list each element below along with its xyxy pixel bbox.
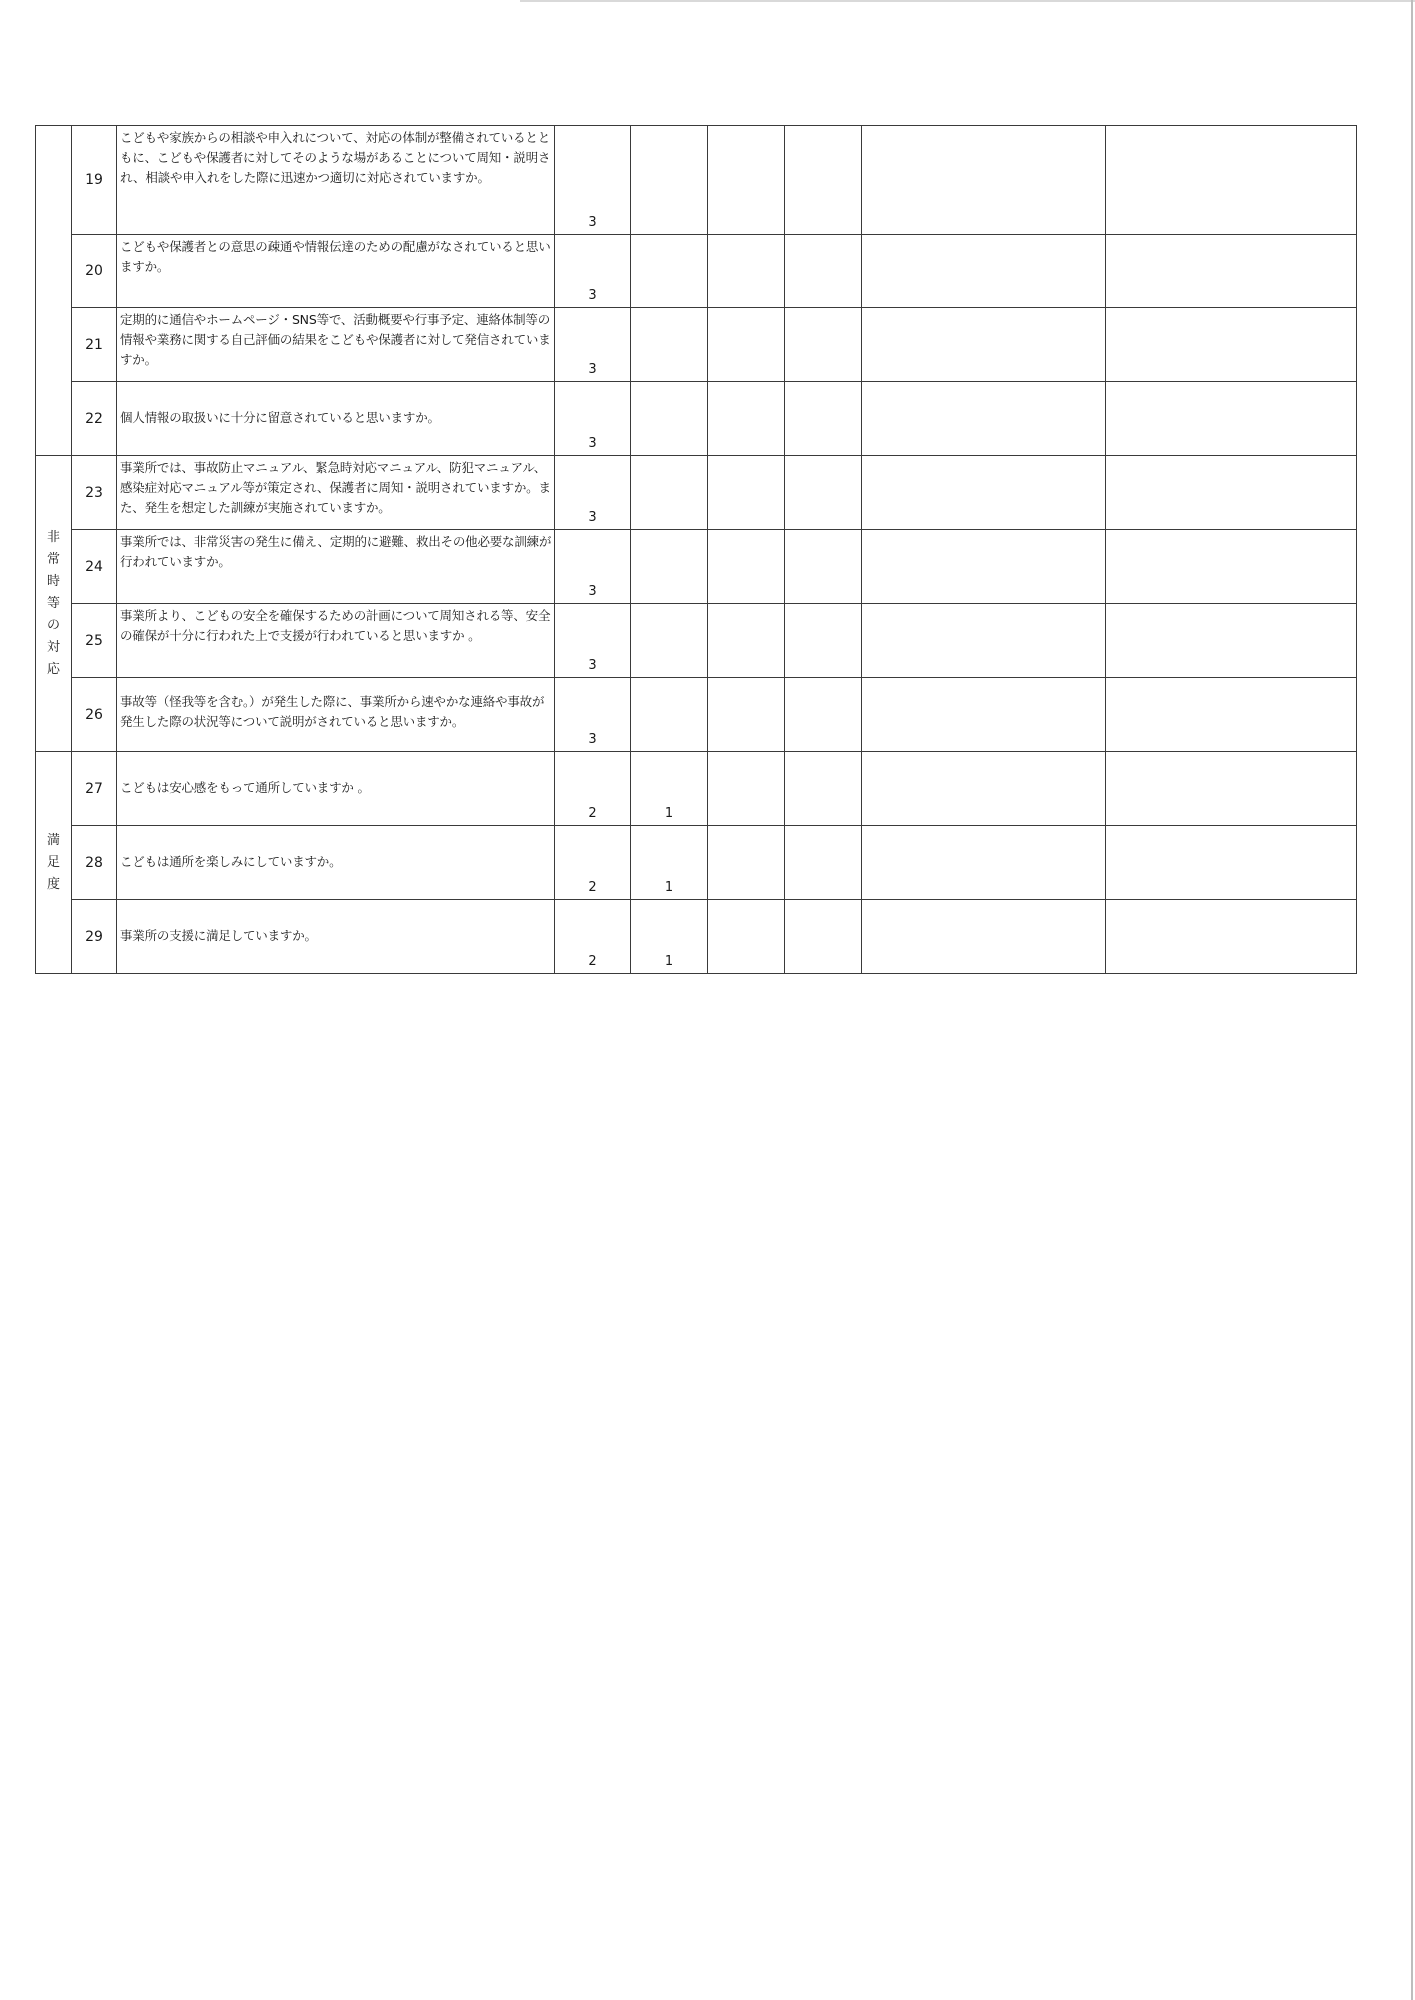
row-number: 25 xyxy=(72,604,117,678)
count-unknown xyxy=(785,382,862,456)
response-cell xyxy=(1106,308,1357,382)
count-yes: 2 xyxy=(555,900,631,974)
question-text: 事業所の支援に満足していますか。 xyxy=(117,900,555,974)
count-unknown xyxy=(785,235,862,308)
comment-cell xyxy=(862,456,1106,530)
table-row xyxy=(36,308,1357,382)
row-number: 28 xyxy=(72,826,117,900)
row-number: 29 xyxy=(72,900,117,974)
count-unknown xyxy=(785,530,862,604)
count-yes: 3 xyxy=(555,456,631,530)
table-row xyxy=(36,752,1357,826)
response-cell xyxy=(1106,678,1357,752)
table-row xyxy=(36,126,1357,235)
count-neutral xyxy=(631,456,708,530)
count-unknown xyxy=(785,826,862,900)
count-no xyxy=(708,235,785,308)
category-satisfaction: 満 足 度 xyxy=(36,752,72,974)
question-text: 個人情報の取扱いに十分に留意されていると思いますか。 xyxy=(117,382,555,456)
question-text: 事故等（怪我等を含む。）が発生した際に、事業所から速やかな連絡や事故が発生した際の状況等について説明がされていると思いますか。 xyxy=(117,678,555,752)
count-neutral xyxy=(631,235,708,308)
count-no xyxy=(708,308,785,382)
table-row xyxy=(36,235,1357,308)
count-no xyxy=(708,678,785,752)
response-cell xyxy=(1106,826,1357,900)
row-number: 20 xyxy=(72,235,117,308)
count-no xyxy=(708,900,785,974)
count-unknown xyxy=(785,126,862,235)
comment-cell xyxy=(862,530,1106,604)
scan-edge-right xyxy=(1411,0,1413,2000)
table-row xyxy=(36,530,1357,604)
question-text: こどもや家族からの相談や申入れについて、対応の体制が整備されているとともに、こどもや保護者に対してそのような場があることについて周知・説明され、相談や申入れをした際に迅速かつ適切に対応されていますか。 xyxy=(117,126,555,235)
count-yes: 3 xyxy=(555,126,631,235)
row-number: 22 xyxy=(72,382,117,456)
count-neutral xyxy=(631,530,708,604)
table-row xyxy=(36,382,1357,456)
count-neutral xyxy=(631,126,708,235)
response-cell xyxy=(1106,900,1357,974)
count-yes: 3 xyxy=(555,308,631,382)
count-neutral: 1 xyxy=(631,900,708,974)
table-row xyxy=(36,826,1357,900)
comment-cell xyxy=(862,900,1106,974)
count-no xyxy=(708,752,785,826)
comment-cell xyxy=(862,604,1106,678)
count-yes: 3 xyxy=(555,678,631,752)
count-no xyxy=(708,604,785,678)
question-text: こどもや保護者との意思の疎通や情報伝達のための配慮がなされていると思いますか。 xyxy=(117,235,555,308)
question-text: 事業所では、非常災害の発生に備え、定期的に避難、救出その他必要な訓練が行われていますか。 xyxy=(117,530,555,604)
count-no xyxy=(708,456,785,530)
count-unknown xyxy=(785,308,862,382)
count-yes: 3 xyxy=(555,382,631,456)
count-neutral xyxy=(631,308,708,382)
count-unknown xyxy=(785,752,862,826)
comment-cell xyxy=(862,308,1106,382)
count-yes: 3 xyxy=(555,530,631,604)
comment-cell xyxy=(862,752,1106,826)
count-yes: 3 xyxy=(555,604,631,678)
table-row xyxy=(36,900,1357,974)
question-text: 事業所より、こどもの安全を確保するための計画について周知される等、安全の確保が十分に行われた上で支援が行われていると思いますか 。 xyxy=(117,604,555,678)
comment-cell xyxy=(862,382,1106,456)
table-row xyxy=(36,678,1357,752)
question-text: こどもは安心感をもって通所していますか 。 xyxy=(117,752,555,826)
count-neutral xyxy=(631,382,708,456)
response-cell xyxy=(1106,530,1357,604)
count-no xyxy=(708,530,785,604)
evaluation-table xyxy=(35,125,1357,974)
comment-cell xyxy=(862,678,1106,752)
row-number: 27 xyxy=(72,752,117,826)
count-unknown xyxy=(785,678,862,752)
count-neutral: 1 xyxy=(631,826,708,900)
row-number: 19 xyxy=(72,126,117,235)
table-row xyxy=(36,604,1357,678)
row-number: 26 xyxy=(72,678,117,752)
scan-edge-top xyxy=(520,0,1415,2)
question-text: 事業所では、事故防止マニュアル、緊急時対応マニュアル、防犯マニュアル、感染症対応マニュアル等が策定され、保護者に周知・説明されていますか。また、発生を想定した訓練が実施されていますか。 xyxy=(117,456,555,530)
count-unknown xyxy=(785,604,862,678)
category-emergency: 非 常 時 等 の 対 応 xyxy=(36,456,72,752)
response-cell xyxy=(1106,382,1357,456)
count-unknown xyxy=(785,900,862,974)
count-neutral xyxy=(631,678,708,752)
count-no xyxy=(708,126,785,235)
count-neutral: 1 xyxy=(631,752,708,826)
response-cell xyxy=(1106,752,1357,826)
response-cell xyxy=(1106,126,1357,235)
response-cell xyxy=(1106,456,1357,530)
count-neutral xyxy=(631,604,708,678)
count-no xyxy=(708,382,785,456)
question-text: 定期的に通信やホームページ・SNS等で、活動概要や行事予定、連絡体制等の情報や業務に関する自己評価の結果をこどもや保護者に対して発信されていますか。 xyxy=(117,308,555,382)
comment-cell xyxy=(862,126,1106,235)
response-cell xyxy=(1106,604,1357,678)
count-no xyxy=(708,826,785,900)
response-cell xyxy=(1106,235,1357,308)
count-yes: 3 xyxy=(555,235,631,308)
count-yes: 2 xyxy=(555,826,631,900)
comment-cell xyxy=(862,826,1106,900)
question-text: こどもは通所を楽しみにしていますか。 xyxy=(117,826,555,900)
row-number: 21 xyxy=(72,308,117,382)
count-unknown xyxy=(785,456,862,530)
row-number: 24 xyxy=(72,530,117,604)
count-yes: 2 xyxy=(555,752,631,826)
table-row xyxy=(36,456,1357,530)
comment-cell xyxy=(862,235,1106,308)
category-cell-continued xyxy=(36,126,72,456)
row-number: 23 xyxy=(72,456,117,530)
